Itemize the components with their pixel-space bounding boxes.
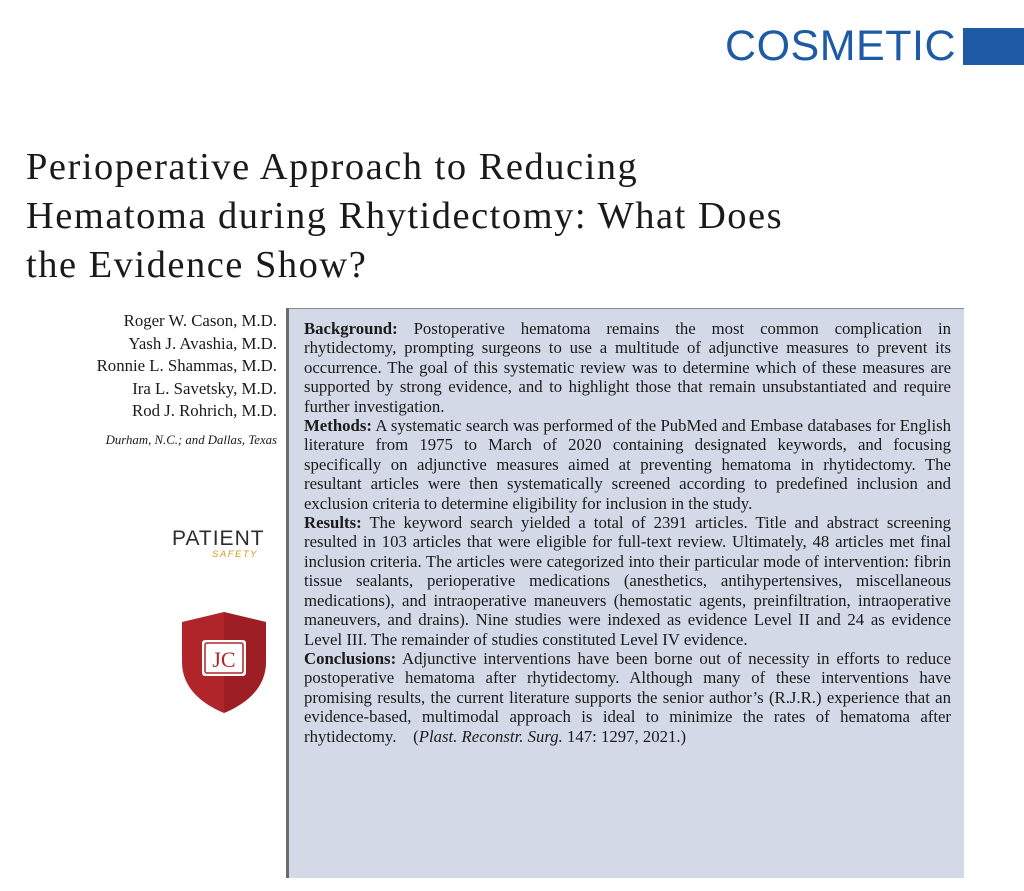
abstract-conclusions: Conclusions: Adjunctive interventions have been borne out of necessity in efforts to reduce postoperative hematoma after rhytidectomy. Although many of these interventions have promising results, the current literature supports the senior author’s (R.J.R.) experience that an evidence-based, multimodal approach is ideal to minimize the rates of hematoma after rhytidectomy. (Plast. Reconstr. Surg. 147: 1297, 2021.): [304, 648, 951, 746]
author-name: Yash J. Avashia, M.D.: [128, 333, 277, 353]
author-name: Roger W. Cason, M.D.: [123, 311, 277, 330]
badge-initials: JC: [212, 647, 236, 672]
title-line: Perioperative Approach to Reducing: [26, 146, 639, 188]
section-color-bar: [963, 28, 1024, 65]
abstract-box: [286, 308, 964, 878]
author-list: [17, 310, 277, 423]
abstract-results: [304, 513, 951, 649]
patient-logo-sub: SAFETY: [212, 549, 258, 560]
author-name: Rod J. Rohrich, M.D.: [132, 401, 277, 420]
affiliation: Durham, N.C.; and Dallas, Texas: [105, 433, 277, 447]
abstract-label: Background:: [304, 319, 398, 338]
title-line: the Evidence Show?: [26, 244, 368, 286]
abstract-paragraph: A systematic search was performed of the PubMed and Embase databases for English literature from 1975 to March of 2020 containing designated keywords, and focusing specifically on adjunctive measures aimed at preventing hematoma in rhytidectomy. The resultant articles were then systematically screened according to predefined inclusion and exclusion criteria to determine eligibility for inclusion in the study.: [304, 416, 951, 513]
citation-detail: 147: 1297, 2021.): [562, 726, 687, 746]
section-label: COSMETIC: [725, 22, 956, 70]
abstract-label: Results:: [304, 513, 362, 533]
abstract-paragraph: Adjunctive interventions have been borne out of necessity in efforts to reduce postoperative hematoma after rhytidectomy. Although many of these interventions have promising results, the current literature supports the senior author’s (R.J.R.) experience that an evidence-based, multimodal approach is ideal to minimize the rates of hematoma after rhytidectomy.: [304, 648, 951, 746]
abstract-label: Methods:: [304, 416, 372, 436]
patient-safety-logo: [172, 528, 270, 560]
abstract-label: Conclusions:: [304, 648, 397, 668]
patient-logo-main: PATIENT: [172, 527, 265, 550]
journal-club-badge-icon: [180, 610, 268, 715]
abstract-text: [304, 319, 951, 746]
author-name: Ira L. Savetsky, M.D.: [132, 378, 277, 398]
title-line: Hematoma during Rhytidectomy: What Does: [26, 195, 784, 237]
author-name: Ronnie L. Shammas, M.D.: [96, 356, 277, 375]
abstract-background: [304, 319, 951, 416]
abstract-paragraph: The keyword search yielded a total of 2391 articles. Title and abstract screening resulted in 103 articles that were eligible for full-text review. Ultimately, 48 articles met final inclusion criteria. The articles were categorized into their particular mode of intervention: fibrin tissue sealants, perioperative medications (anesthetics, antihypertensives, miscellaneous medications), and intraoperative maneuvers (hemostatic agents, preinfiltration, intraoperative maneuvers, and drains). Nine studies were indexed as evidence Level II and 24 as evidence Level III. The remainder of studies constituted Level IV evidence.: [304, 513, 951, 649]
article-title: [26, 143, 966, 290]
abstract-paragraph: Postoperative hematoma remains the most common complication in rhytidectomy, prompting surgeons to use a multitude of adjunctive measures to prevent its occurrence. The goal of this systematic review was to determine which of these measures are supported by strong evidence, and to highlight those that remain unsubstantiated and require further investigation.: [304, 319, 951, 416]
journal-citation: Plast. Reconstr. Surg.: [418, 726, 563, 746]
abstract-methods: [304, 416, 951, 513]
